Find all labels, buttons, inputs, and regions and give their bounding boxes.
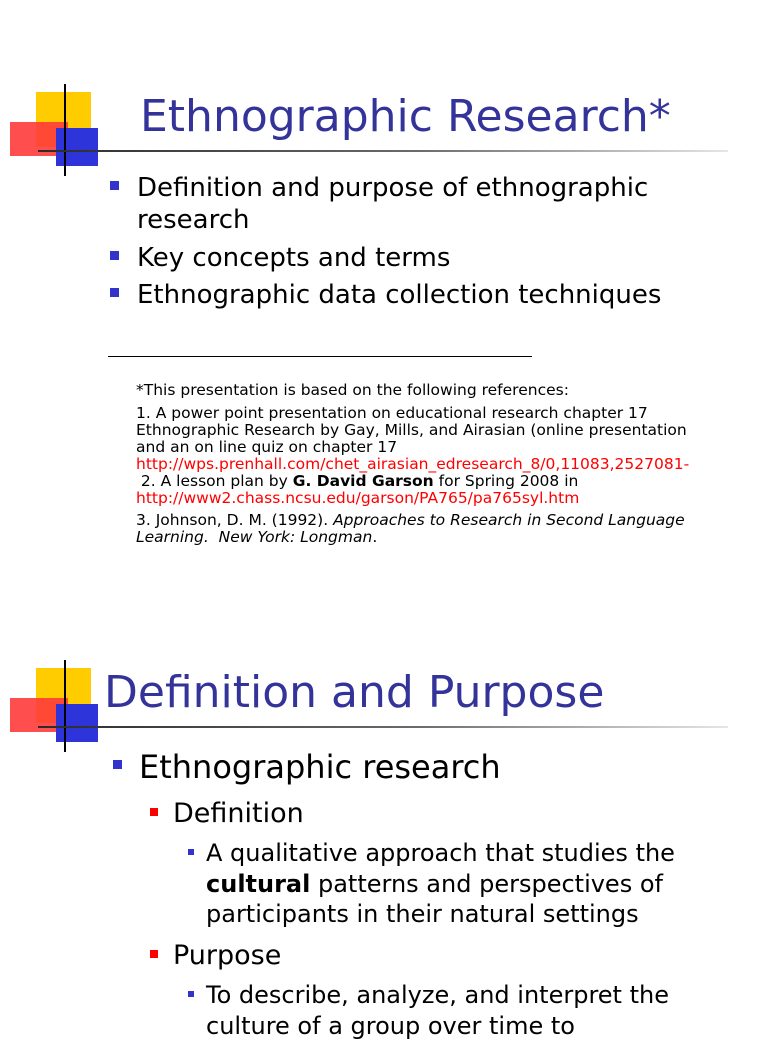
list-item [108,279,758,311]
reference-2-prefix: 2. A lesson plan by [136,472,293,490]
definition-label: Definition [173,798,304,829]
slide-1-bullet-list [108,172,758,311]
square-bullet-icon [113,760,122,769]
list-item [108,172,758,236]
square-bullet-icon [188,991,194,997]
bullet-text: Key concepts and terms [137,243,451,273]
logo-blue-square [56,128,98,166]
reference-3-title-line-1: Approaches to Research in Second Language [333,511,685,529]
level-3-item-purpose [186,980,746,1041]
square-bullet-icon [188,849,194,855]
square-bullet-icon [110,251,119,260]
definition-bold-word: cultural [206,869,311,898]
reference-2 [136,473,761,507]
slide-1-title: Ethnographic Research* [140,91,671,142]
reference-2-link[interactable]: http://www2.chass.ncsu.edu/garson/PA765/pa765syl.htm [136,489,580,507]
purpose-line-1: To describe, analyze, and interpret the [206,981,669,1009]
square-bullet-icon [150,808,158,816]
definition-line-1: A qualitative approach that studies the [206,839,675,867]
list-item [108,242,758,274]
level-1-text: Ethnographic research [139,748,501,786]
purpose-label: Purpose [173,940,282,971]
reference-2-suffix: for Spring 2008 in [433,472,579,490]
slide-2-title: Definition and Purpose [104,667,605,718]
references-block [136,382,761,546]
reference-2-author: G. David Garson [292,472,434,490]
reference-1-link[interactable]: http://wps.prenhall.com/chet_airasian_edresearch_8/0,11083,2527081- [136,455,690,473]
square-bullet-icon [110,288,119,297]
bullet-text: Ethnographic data collection techniques [137,280,662,310]
slide-2-title-rule [38,726,728,728]
bullet-text-continued: research [137,205,250,235]
reference-1-line-2: Ethnographic Research by Gay, Mills, and Airasian (online presentation [136,421,687,439]
definition-line-3: participants in their natural settings [206,900,639,928]
level-3-item-definition [186,838,746,930]
slide-logo-icon [10,668,110,758]
reference-3-title-line-2: Learning. New York: Longman [136,528,373,546]
slide-logo-icon [10,92,110,182]
reference-1 [136,405,761,473]
references-divider [108,356,532,357]
level-2-item-purpose [148,938,748,974]
bullet-text: Definition and purpose of ethnographic [137,173,649,203]
level-2-item-definition [148,796,748,832]
slide-1-title-rule [38,150,728,152]
logo-vertical-line [64,660,66,752]
definition-line-2: patterns and perspectives of [310,869,663,898]
reference-3-end: . [372,528,378,546]
level-1-item [110,746,750,788]
reference-1-line-3: and an on line quiz on chapter 17 [136,438,398,456]
square-bullet-icon [150,950,158,958]
slide-2 [0,580,768,1040]
square-bullet-icon [110,181,119,190]
logo-blue-square [56,704,98,742]
logo-vertical-line [64,84,66,176]
references-intro: *This presentation is based on the following references: [136,381,569,399]
reference-3 [136,512,761,546]
purpose-line-2: culture of a group over time to [206,1011,575,1040]
reference-3-prefix: 3. Johnson, D. M. (1992). [136,511,334,529]
reference-1-line-1: 1. A power point presentation on educational research chapter 17 [136,404,648,422]
